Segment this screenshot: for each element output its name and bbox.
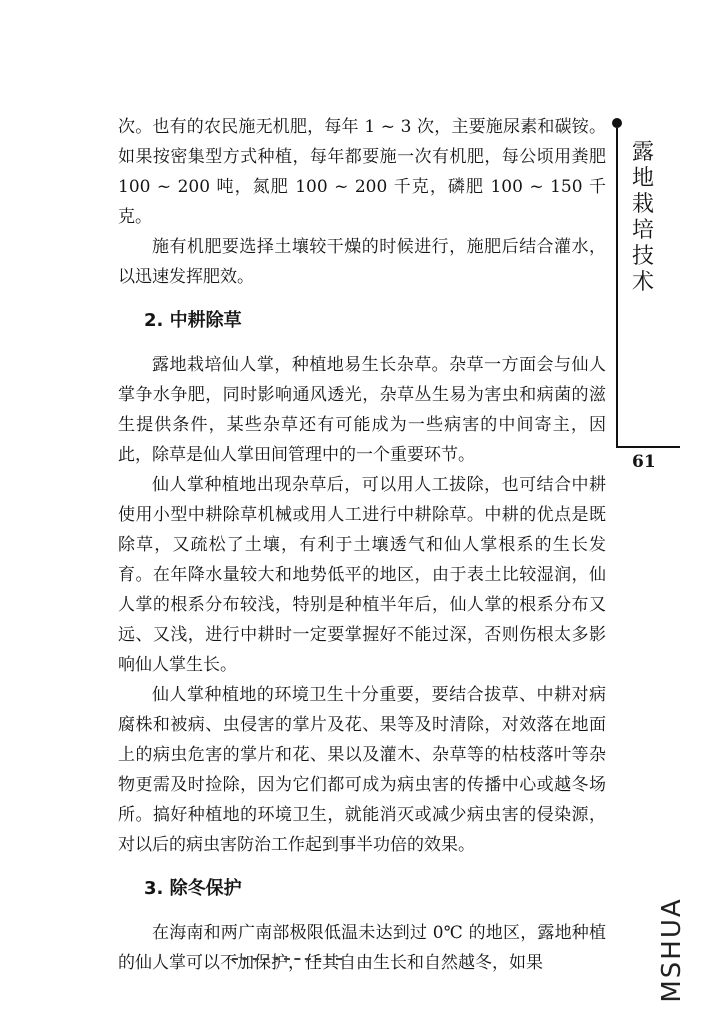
paragraph-weeds-intro: 露地栽培仙人掌，种植地易生长杂草。杂草一方面会与仙人掌争水争肥，同时影响通风透光，杂草丛生易为害虫和病菌的滋生提供条件，某些杂草还有可能成为一些病害的中间寄主，因此，除草是仙人掌田间管理中的一个重要环节。	[118, 355, 606, 465]
sidebar-bullet	[612, 118, 622, 128]
watermark: MSHUA	[657, 897, 687, 1003]
paragraph-cultivation: 仙人掌种植地出现杂草后，可以用人工拔除，也可结合中耕使用小型中耕除草机械或用人工进行中耕除草。中耕的优点是既除草，又疏松了土壤，有利于土壤透气和仙人掌根系的生长发育。在年降水量较大和地势低平的地区，由于表土比较湿润，仙人掌的根系分布较浅，特别是种植半年后，仙人掌的根系分布又远、又浅，进行中耕时一定要掌握好不能过深，否则伤根太多影响仙人掌生长。	[118, 475, 606, 675]
footer-dashes	[232, 958, 342, 960]
paragraph-fertilizer-timing: 施有机肥要选择土壤较干燥的时候进行，施肥后结合灌水，以迅速发挥肥效。	[118, 237, 606, 287]
sidebar-horizontal-rule	[616, 446, 680, 448]
sidebar-vertical-rule	[616, 128, 618, 446]
body-text	[118, 112, 606, 978]
running-section-title: 露地栽培技术	[631, 140, 654, 295]
page-number: 61	[632, 452, 656, 472]
heading-winter-protection: 3. 除冬保护	[144, 878, 242, 899]
heading-weeding: 2. 中耕除草	[144, 310, 242, 331]
paragraph-field-hygiene: 仙人掌种植地的环境卫生十分重要，要结合拔草、中耕对病腐株和被病、虫侵害的掌片及花、果等及时清除，对效落在地面上的病虫危害的掌片和花、果以及灌木、杂草等的枯枝落叶等杂物更需及时捡除，因为它们都可成为病虫害的传播中心或越冬场所。搞好种植地的环境卫生，就能消灭或减少病虫害的侵染源，对以后的病虫害防治工作起到事半功倍的效果。	[118, 685, 606, 855]
paragraph-continued: 次。也有的农民施无机肥，每年 1 ~ 3 次，主要施尿素和碳铵。如果按密集型方式种植，每年都要施一次有机肥，每公顷用粪肥 100 ~ 200 吨，氮肥 100 ~ 200 千克，磷肥 100 ~ 150 千克。	[118, 117, 606, 227]
paragraph-winter: 在海南和两广南部极限低温未达到过 0℃ 的地区，露地种植的仙人掌可以不加保护，任其自由生长和自然越冬，如果	[118, 923, 606, 973]
